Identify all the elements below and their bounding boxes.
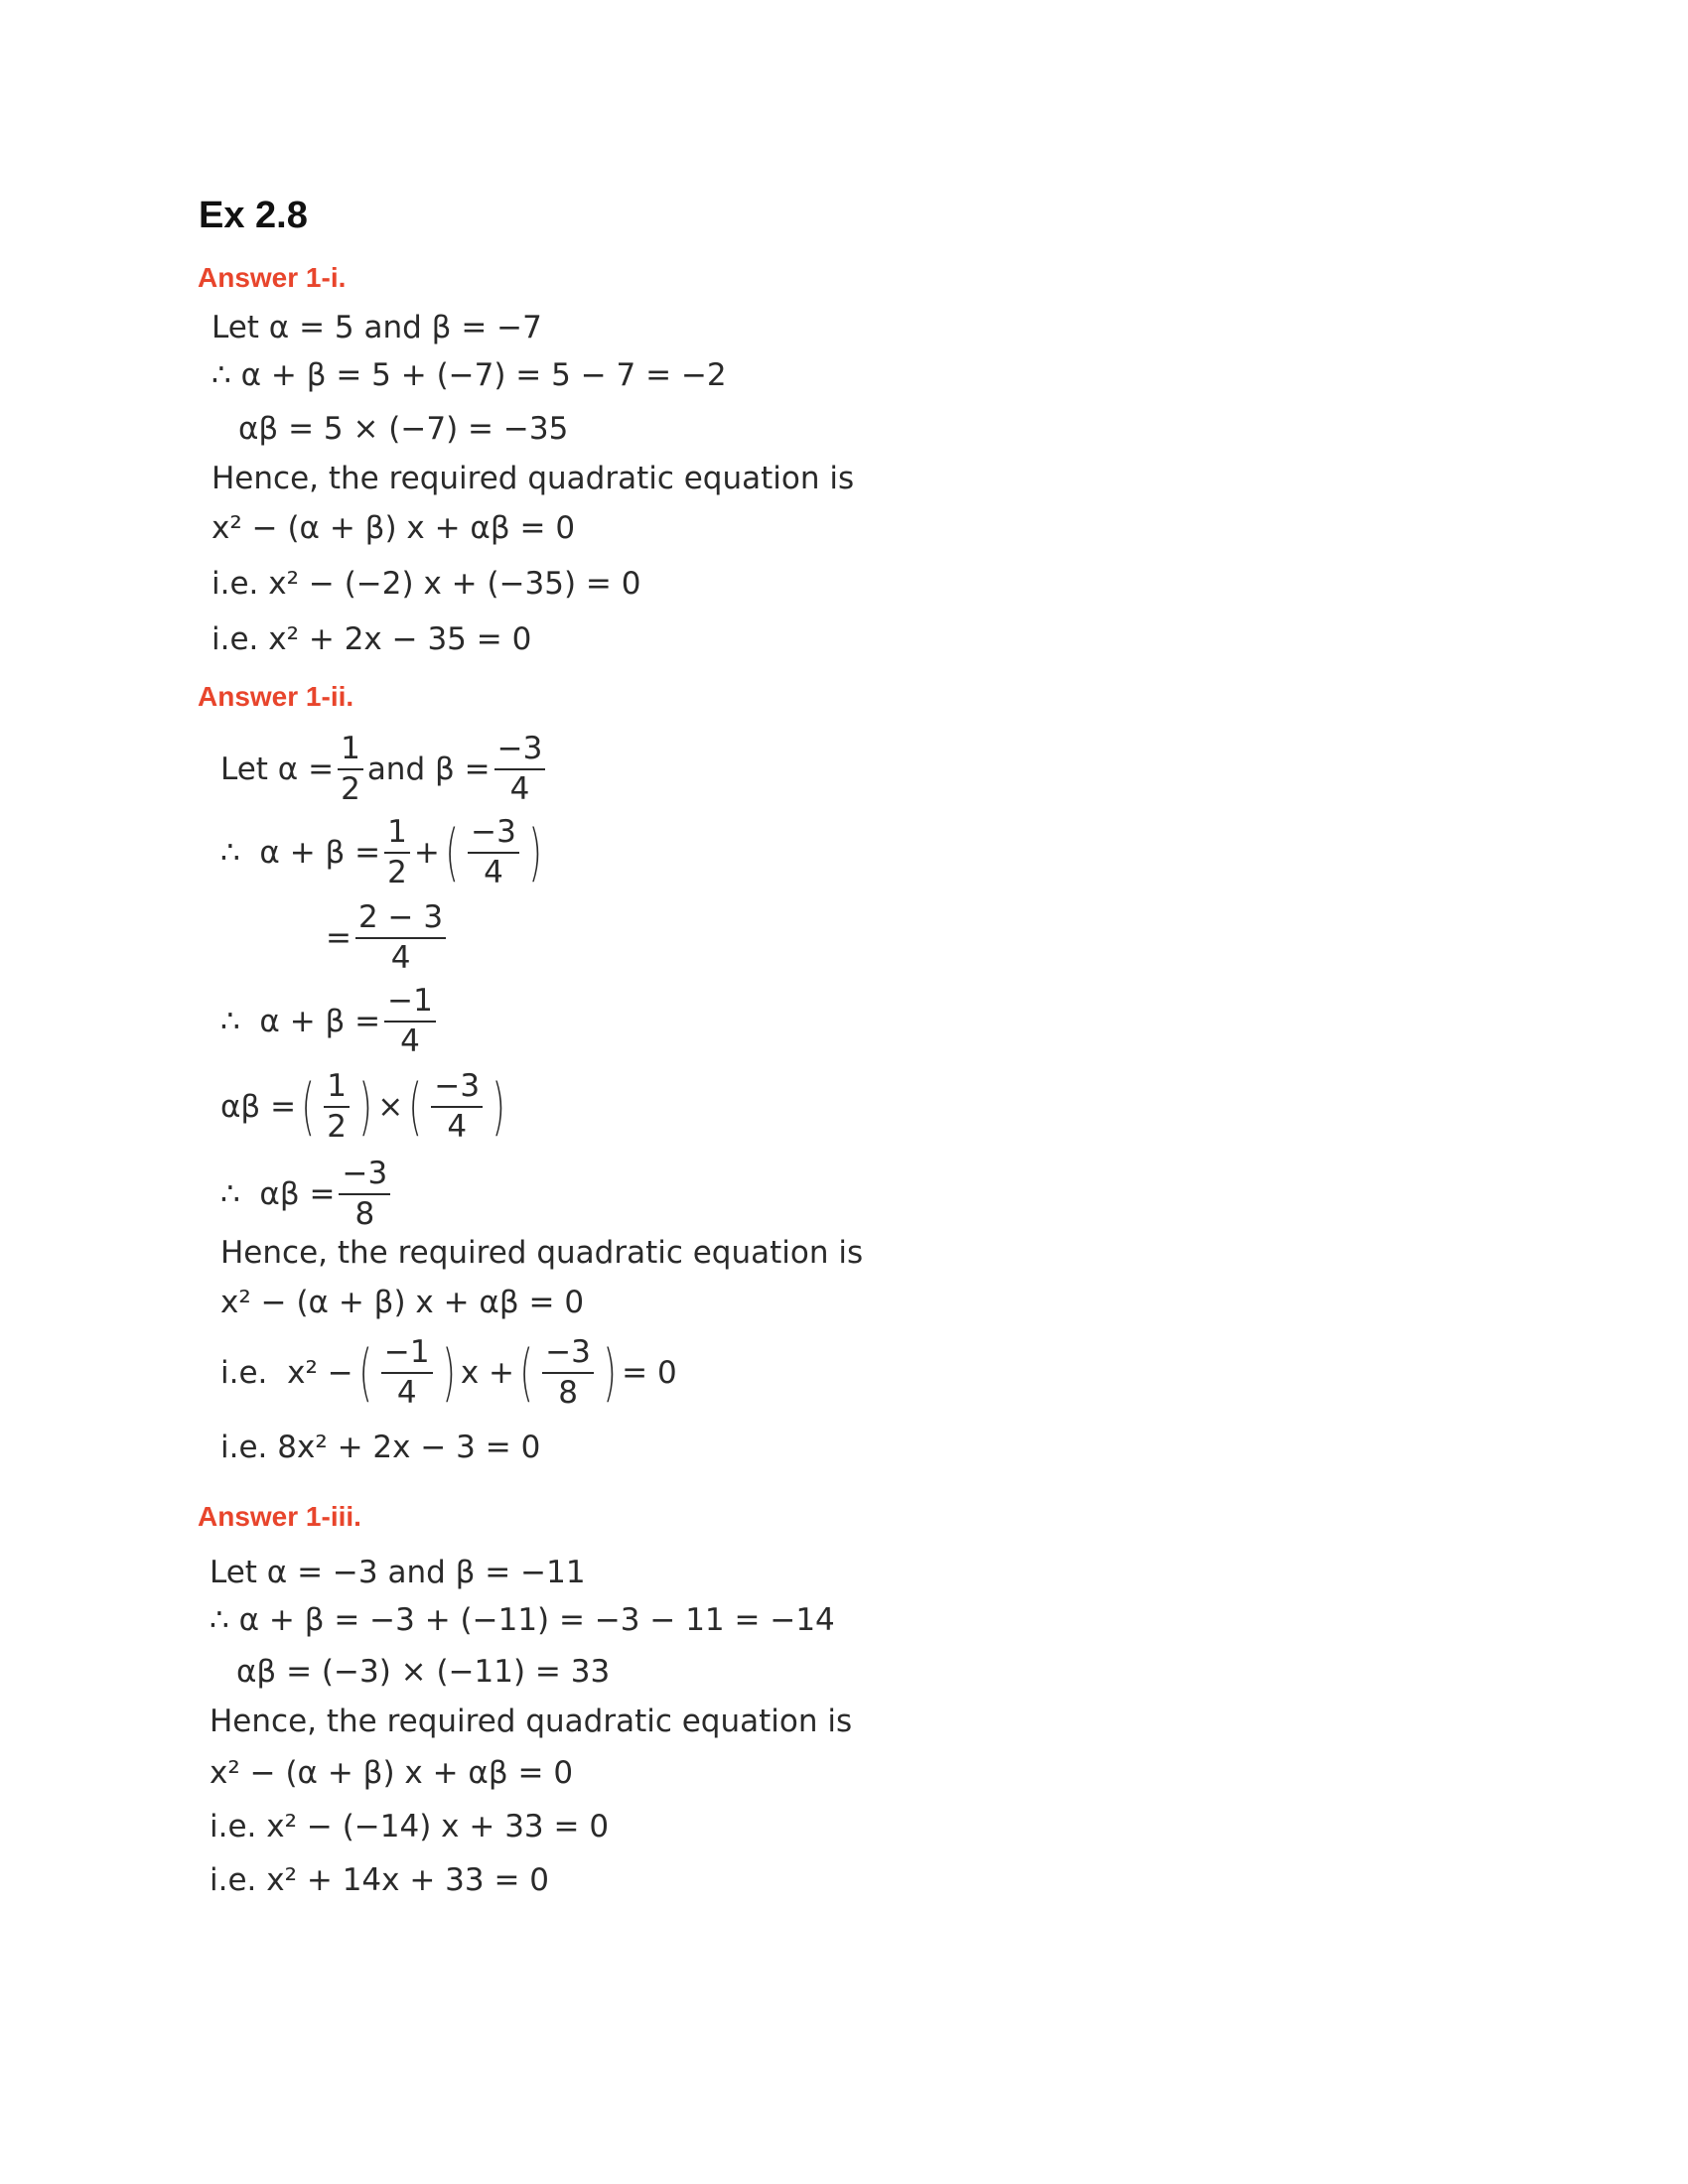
fraction: $\frac{-3}{4}$ — [468, 816, 519, 888]
answer-1i-line: αβ = 5 × (−7) = −35 — [238, 411, 569, 447]
fraction: $\frac{1}{2}$ — [324, 1070, 350, 1143]
answer-1i-line: ∴ α + β = 5 + (−7) = 5 − 7 = −2 — [211, 357, 727, 393]
answer-1ii-line9: i.e. x² − ( $\frac{-1}{4}$ ) x + ( $\frac{-3}{8}$ ) = 0 — [220, 1334, 677, 1411]
fraction: $\frac{1}{2}$ — [384, 816, 410, 888]
answer-1ii-line8: x² − (α + β) x + αβ = 0 — [220, 1285, 585, 1320]
answer-heading-1i: Answer 1-i. — [198, 262, 347, 293]
answer-1ii-line2: ∴ α + β = $\frac{1}{2}$ + ( $\frac{-3}{4}$ ) — [220, 814, 542, 890]
fraction: $\frac{-3}{4}$ — [431, 1070, 483, 1143]
fraction: $\frac{1}{2}$ — [338, 733, 363, 805]
answer-1ii-line10: i.e. 8x² + 2x − 3 = 0 — [220, 1430, 541, 1465]
exercise-title: Ex 2.8 — [199, 195, 308, 236]
answer-1i-line: i.e. x² − (−2) x + (−35) = 0 — [211, 566, 641, 602]
fraction: $\frac{-3}{8}$ — [542, 1336, 594, 1409]
answer-1iii-line: αβ = (−3) × (−11) = 33 — [236, 1654, 611, 1690]
answer-1iii-line: Hence, the required quadratic equation is — [210, 1704, 853, 1739]
answer-1iii-line: i.e. x² + 14x + 33 = 0 — [210, 1862, 550, 1898]
answer-heading-1ii: Answer 1-ii. — [198, 681, 354, 712]
paren-open: ( — [445, 815, 459, 888]
fraction: $\frac{-1}{4}$ — [381, 1336, 433, 1409]
answer-1i-line: x² − (α + β) x + αβ = 0 — [211, 510, 576, 546]
answer-1i-line: Hence, the required quadratic equation is — [211, 461, 855, 496]
answer-1iii-line: x² − (α + β) x + αβ = 0 — [210, 1755, 574, 1791]
answer-1ii-line5: αβ = ( $\frac{1}{2}$ ) × ( $\frac{-3}{4}$ ) — [220, 1068, 505, 1145]
answer-1ii-line1: Let α = $\frac{1}{2}$ and β = $\frac{-3}{4}$ — [220, 733, 549, 805]
answer-heading-1iii: Answer 1-iii. — [198, 1501, 361, 1532]
fraction: $\frac{-1}{4}$ — [384, 985, 436, 1057]
fraction: $\frac{-3}{8}$ — [339, 1158, 390, 1230]
answer-1ii-line3: = $\frac{2 - 3}{4}$ — [326, 901, 450, 974]
answer-1iii-line: Let α = −3 and β = −11 — [210, 1555, 586, 1590]
answer-1i-line: Let α = 5 and β = −7 — [211, 310, 542, 345]
answer-1ii-line4: ∴ α + β = $\frac{-1}{4}$ — [220, 985, 440, 1057]
paren-close: ) — [528, 815, 542, 888]
answer-1ii-line7: Hence, the required quadratic equation is — [220, 1235, 864, 1271]
answer-1ii-line6: ∴ αβ = $\frac{-3}{8}$ — [220, 1158, 394, 1230]
answer-1iii-line: ∴ α + β = −3 + (−11) = −3 − 11 = −14 — [210, 1602, 835, 1638]
fraction: $\frac{2 - 3}{4}$ — [355, 901, 446, 974]
fraction: $\frac{-3}{4}$ — [494, 733, 546, 805]
answer-1i-line: i.e. x² + 2x − 35 = 0 — [211, 621, 532, 657]
answer-1iii-line: i.e. x² − (−14) x + 33 = 0 — [210, 1809, 610, 1844]
